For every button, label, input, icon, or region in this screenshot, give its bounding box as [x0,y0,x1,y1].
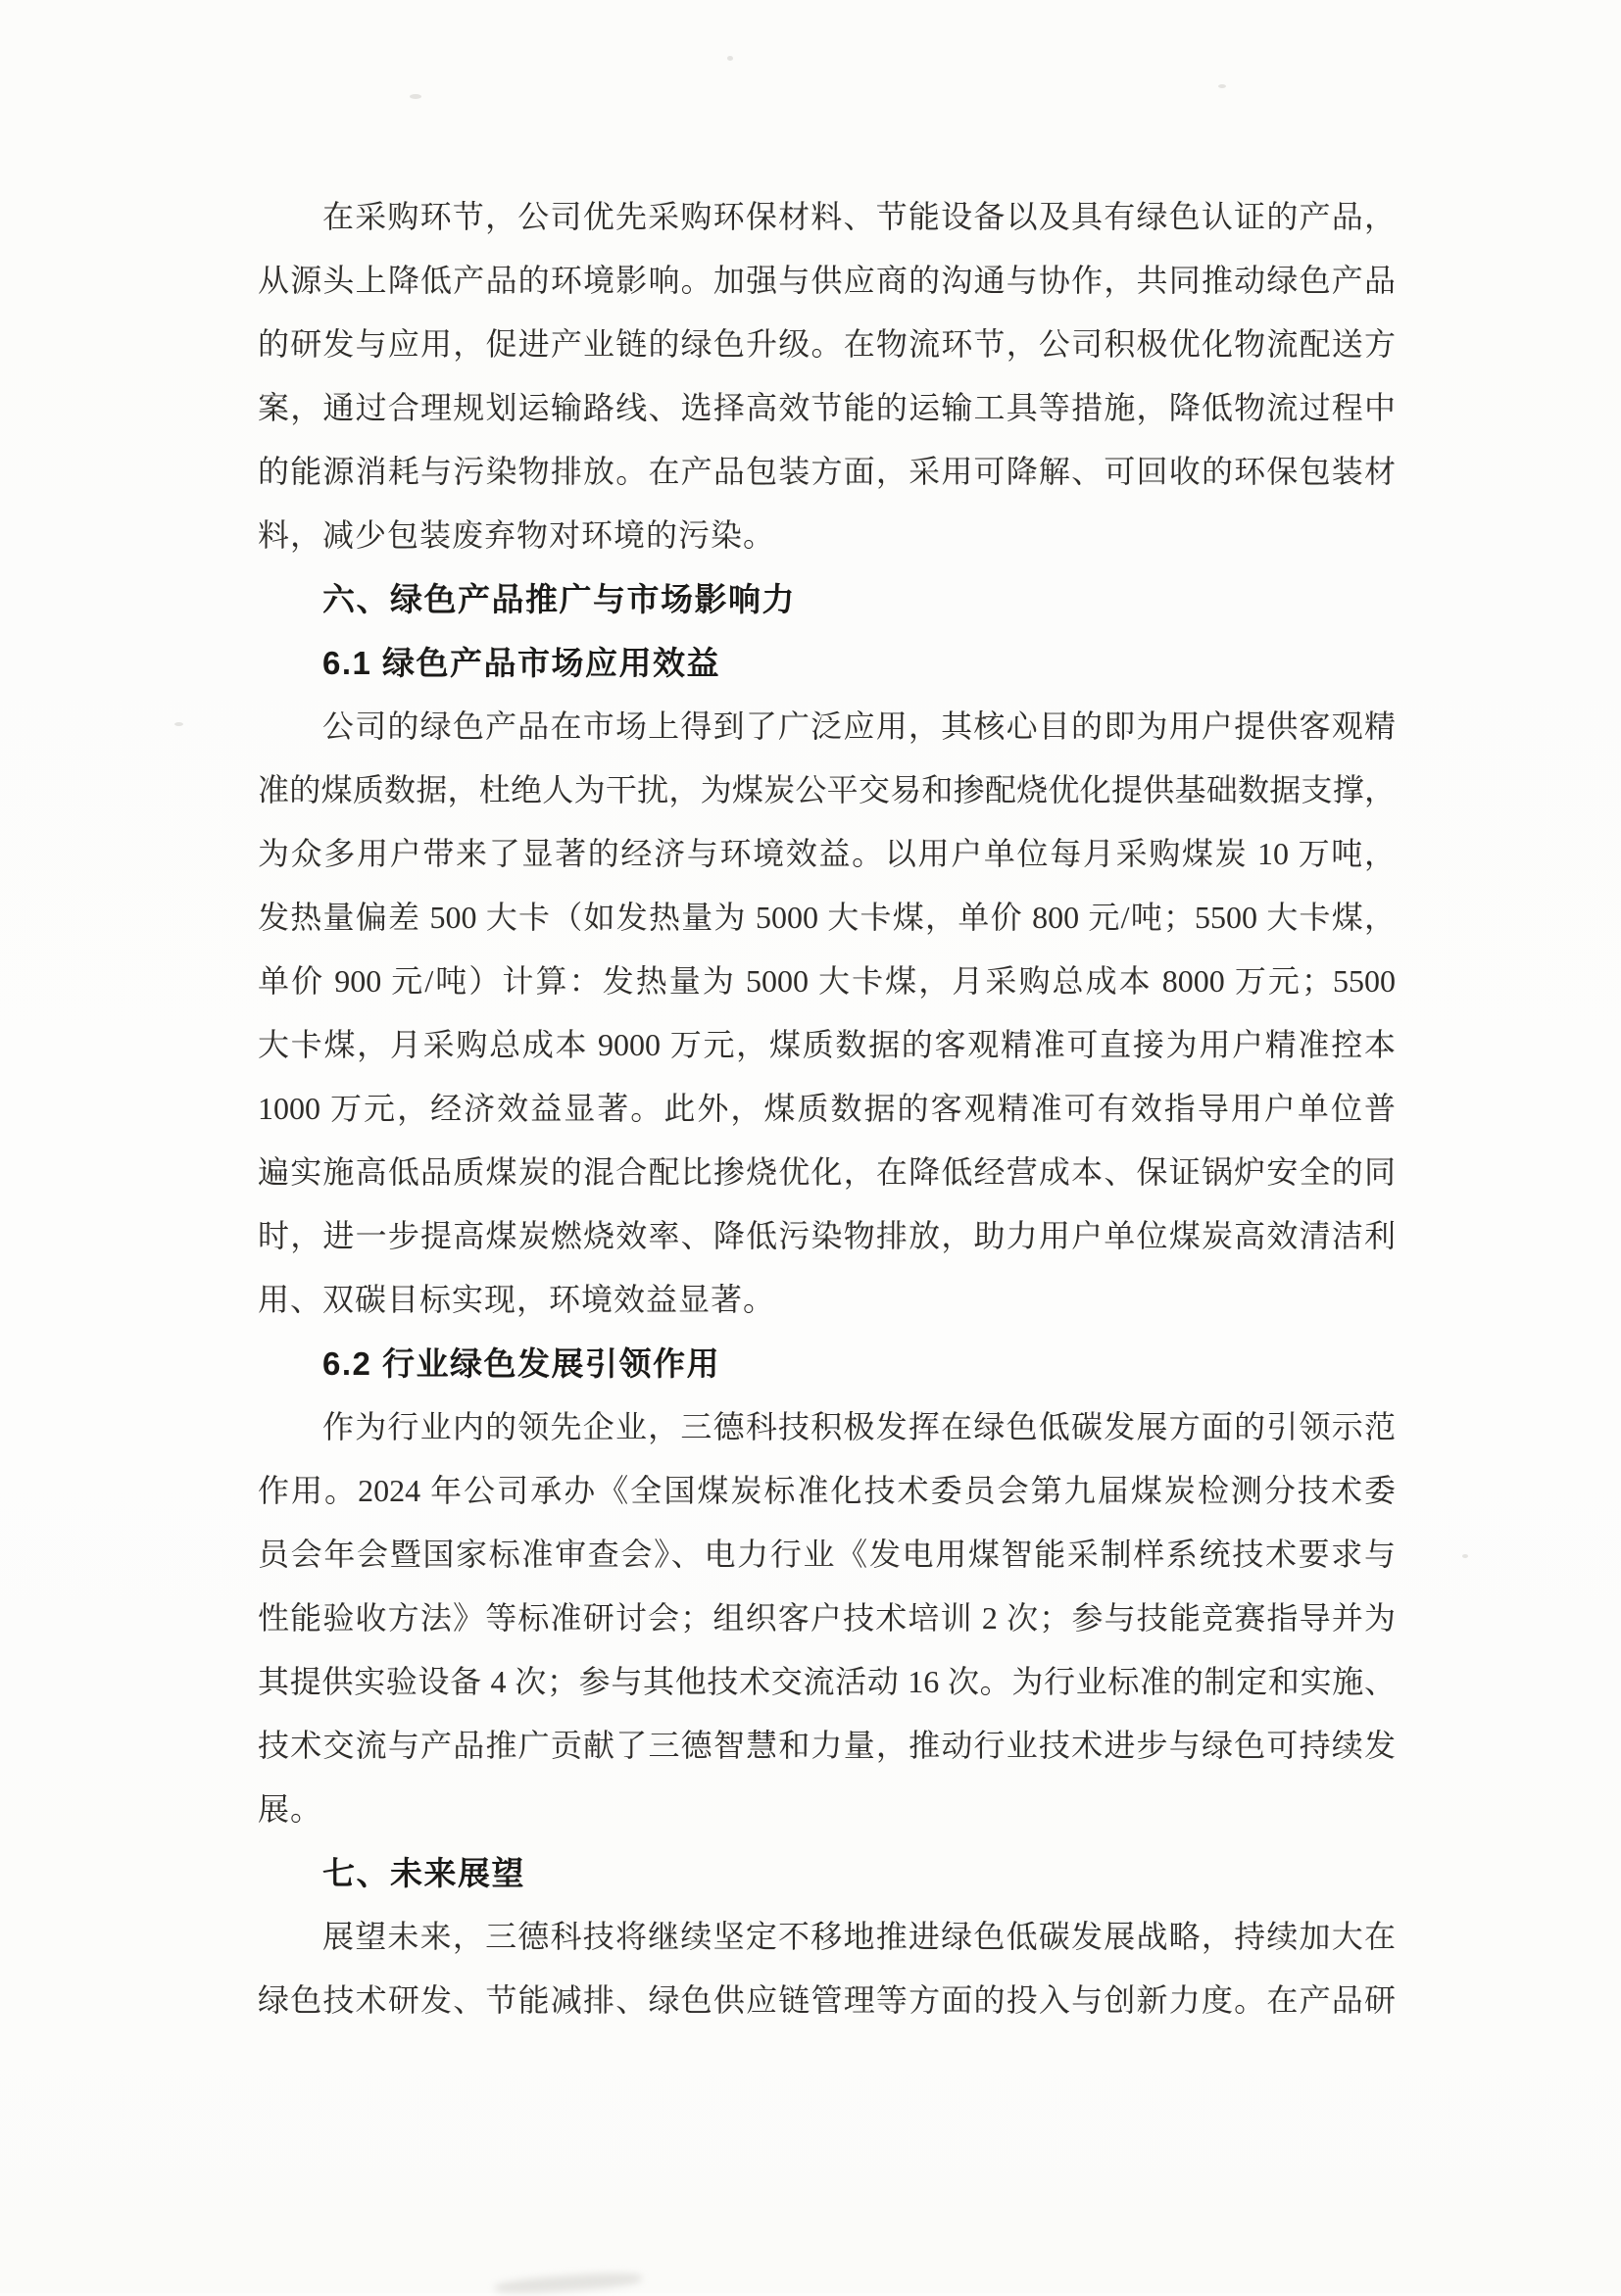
text-line: 准的煤质数据，杜绝人为干扰，为煤炭公平交易和掺配烧优化提供基础数据支撑， [258,772,1396,807]
text-line: 时，进一步提高煤炭燃烧效率、降低污染物排放，助力用户单位煤炭高效清洁利 [258,1218,1396,1253]
scan-speck [174,722,183,726]
scan-speck [727,56,733,61]
text-line: 用、双碳目标实现，环境效益显著。 [258,1282,776,1317]
text-line: 在采购环节，公司优先采购环保材料、节能设备以及具有绿色认证的产品， [322,199,1396,234]
scan-speck [1218,84,1226,88]
text-line: 其提供实验设备 4 次；参与其他技术交流活动 16 次。为行业标准的制定和实施、 [258,1664,1396,1699]
section-heading: 七、未来展望 [322,1855,525,1891]
text-line: 单价 900 元/吨）计算：发热量为 5000 大卡煤，月采购总成本 8000 万元；5500 [258,963,1396,999]
text-line: 大卡煤，月采购总成本 9000 万元，煤质数据的客观精准可直接为用户精准控本 [258,1027,1396,1062]
scan-speck [1462,1554,1468,1558]
scan-smudge [495,2271,643,2296]
text-line: 绿色技术研发、节能减排、绿色供应链管理等方面的投入与创新力度。在产品研 [258,1982,1396,2018]
section-heading: 六、绿色产品推广与市场影响力 [322,581,796,617]
text-line: 遍实施高低品质煤炭的混合配比掺烧优化，在降低经营成本、保证锅炉安全的同 [258,1154,1396,1190]
text-line: 展望未来，三德科技将继续坚定不移地推进绿色低碳发展战略，持续加大在 [322,1919,1396,1954]
text-line: 的能源消耗与污染物排放。在产品包装方面，采用可降解、可回收的环保包装材 [258,454,1396,489]
text-line: 发热量偏差 500 大卡（如发热量为 5000 大卡煤，单价 800 元/吨；5500 大卡煤， [258,900,1396,935]
text-line: 公司的绿色产品在市场上得到了广泛应用，其核心目的即为用户提供客观精 [322,708,1396,744]
text-line: 展。 [258,1791,323,1827]
text-line: 从源头上降低产品的环境影响。加强与供应商的沟通与协作，共同推动绿色产品 [258,263,1396,298]
text-line: 的研发与应用，促进产业链的绿色升级。在物流环节，公司积极优化物流配送方 [258,326,1396,362]
text-line: 料，减少包装废弃物对环境的污染。 [258,517,776,553]
text-line: 作为行业内的领先企业，三德科技积极发挥在绿色低碳发展方面的引领示范 [322,1409,1396,1444]
text-line: 员会年会暨国家标准审查会》、电力行业《发电用煤智能采制样系统技术要求与 [258,1537,1396,1572]
text-line: 1000 万元，经济效益显著。此外，煤质数据的客观精准可有效指导用户单位普 [258,1091,1396,1126]
text-line: 技术交流与产品推广贡献了三德智慧和力量，推动行业技术进步与绿色可持续发 [258,1728,1396,1763]
text-line: 为众多用户带来了显著的经济与环境效益。以用户单位每月采购煤炭 10 万吨， [258,836,1396,871]
section-heading: 6.2 行业绿色发展引领作用 [322,1345,721,1382]
text-flow [258,185,1396,2032]
scan-speck [410,94,421,99]
text-line: 案，通过合理规划运输路线、选择高效节能的运输工具等措施，降低物流过程中 [258,390,1396,425]
text-line: 作用。2024 年公司承办《全国煤炭标准化技术委员会第九届煤炭检测分技术委 [258,1473,1396,1508]
text-line: 性能验收方法》等标准研讨会；组织客户技术培训 2 次；参与技能竞赛指导并为 [258,1600,1396,1636]
section-heading: 6.1 绿色产品市场应用效益 [322,645,721,681]
